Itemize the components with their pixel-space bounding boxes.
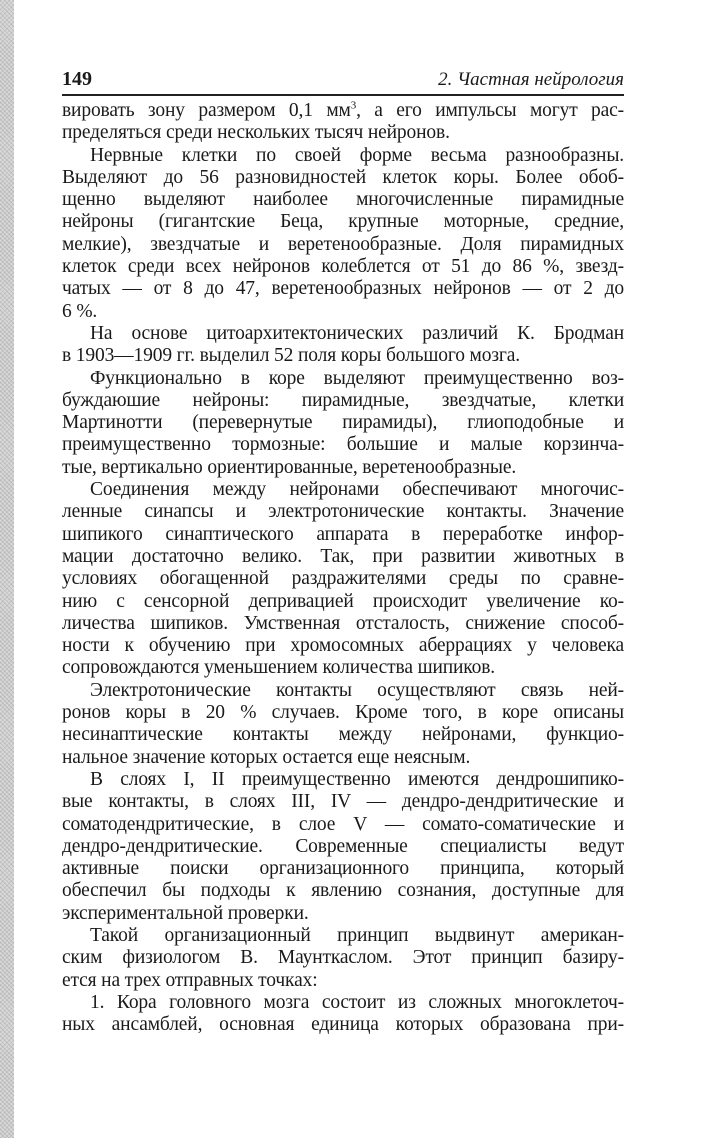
text-line: активные поиски организационного принципа, который	[62, 858, 624, 880]
text-line: 1. Кора головного мозга состоит из сложных многоклеточ-	[90, 991, 624, 1013]
text-line: ности к обучению при хромосомных аберрациях у человека	[62, 635, 624, 657]
text-line: несинаптические контакты между нейронами, функцио-	[62, 724, 624, 746]
text-line: ется на трех отправных точках:	[62, 969, 318, 991]
text-line: ленные синапсы и электротонические контакты. Значение	[62, 501, 624, 523]
text-line: буждаюшие нейроны: пирамидные, звездчатые, клетки	[62, 389, 624, 411]
page-number: 149	[62, 68, 92, 90]
text-line: ронов коры в 20 % случаев. Кроме того, в коре описаны	[62, 702, 624, 724]
text-line: нальное значение которых остается еще неясным.	[62, 746, 471, 768]
text-line: мации достаточно велико. Так, при развитии животных в	[62, 545, 624, 567]
text-line: Мартинотти (перевернутые пирамиды), глиоподобные и	[62, 412, 624, 434]
text-line: Выделяют до 56 разновидностей клеток коры. Более обоб-	[62, 166, 624, 188]
text-line: экспериментальной проверки.	[62, 902, 309, 924]
body-text	[62, 100, 624, 1036]
text-line: мелкие), звездчатые и веретенообразные. Доля пирамидных	[62, 233, 624, 255]
text-line: обеспечил бы подходы к явлению сознания, доступные для	[62, 880, 624, 902]
text-line: нейроны (гигантские Беца, крупные моторные, средние,	[62, 211, 624, 233]
text-line: в 1903—1909 гг. выделил 52 поля коры большого мозга.	[62, 345, 520, 367]
text-line: вые контакты, в слоях III, IV — дендро-дендритические и	[62, 791, 624, 813]
text-line: Нервные клетки по своей форме весьма разнообразны.	[90, 144, 624, 166]
running-header	[62, 66, 624, 96]
section-title: 2. Частная нейрология	[438, 69, 624, 90]
superscript: 3	[350, 99, 357, 112]
text-line: ским физиологом В. Маунткаслом. Этот принцип базиру-	[62, 947, 624, 969]
text-line: тые, вертикально ориентированные, веретенообразные.	[62, 456, 517, 478]
text-line: вировать зону размером 0,1 $мм^3$, а его импульсы могут рас-	[62, 99, 625, 121]
text-line: 6 %.	[62, 300, 98, 322]
text-line: соматодендритические, в слое V — сомато-соматические и	[62, 813, 624, 835]
text-line: В слоях I, II преимущественно имеются дендрошипико-	[90, 768, 624, 790]
text-line: клеток среди всех нейронов колеблется от 51 до 86 %, звезд-	[62, 256, 624, 278]
text-line: преимущественно тормозные: большие и малые корзинча-	[62, 434, 624, 456]
text-line: ных ансамблей, основная единица которых образована при-	[62, 1014, 624, 1036]
text-line: сопровождаются уменьшением количества шипиков.	[62, 657, 496, 679]
text-line: щенно выделяют наиболее многочисленные пирамидные	[62, 189, 624, 211]
text-line: Такой организационный принцип выдвинут американ-	[90, 924, 624, 946]
text-line: Соединения между нейронами обеспечивают многочис-	[90, 479, 624, 501]
text-line: шипикого синаптического аппарата в переработке инфор-	[62, 523, 624, 545]
text-line: Функционально в коре выделяют преимущественно воз-	[90, 367, 624, 389]
text-line: пределяться среди нескольких тысяч нейронов.	[62, 122, 450, 144]
page-binding-edge	[0, 0, 14, 1138]
text-line: дендро-дендритические. Современные специалисты ведут	[62, 835, 624, 857]
text-line: чатых — от 8 до 47, веретенообразных нейронов — от 2 до	[62, 278, 624, 300]
text-line: На основе цитоархитектонических различий К. Бродман	[90, 322, 624, 344]
text-line: личества шипиков. Умственная отсталость, снижение способ-	[62, 612, 624, 634]
text-line: условиях обогащенной раздражителями среды по сравне-	[62, 568, 624, 590]
text-line: нию с сенсорной депривацией происходит увеличение ко-	[62, 590, 624, 612]
text-line: Электротонические контакты осуществляют связь ней-	[90, 679, 624, 701]
